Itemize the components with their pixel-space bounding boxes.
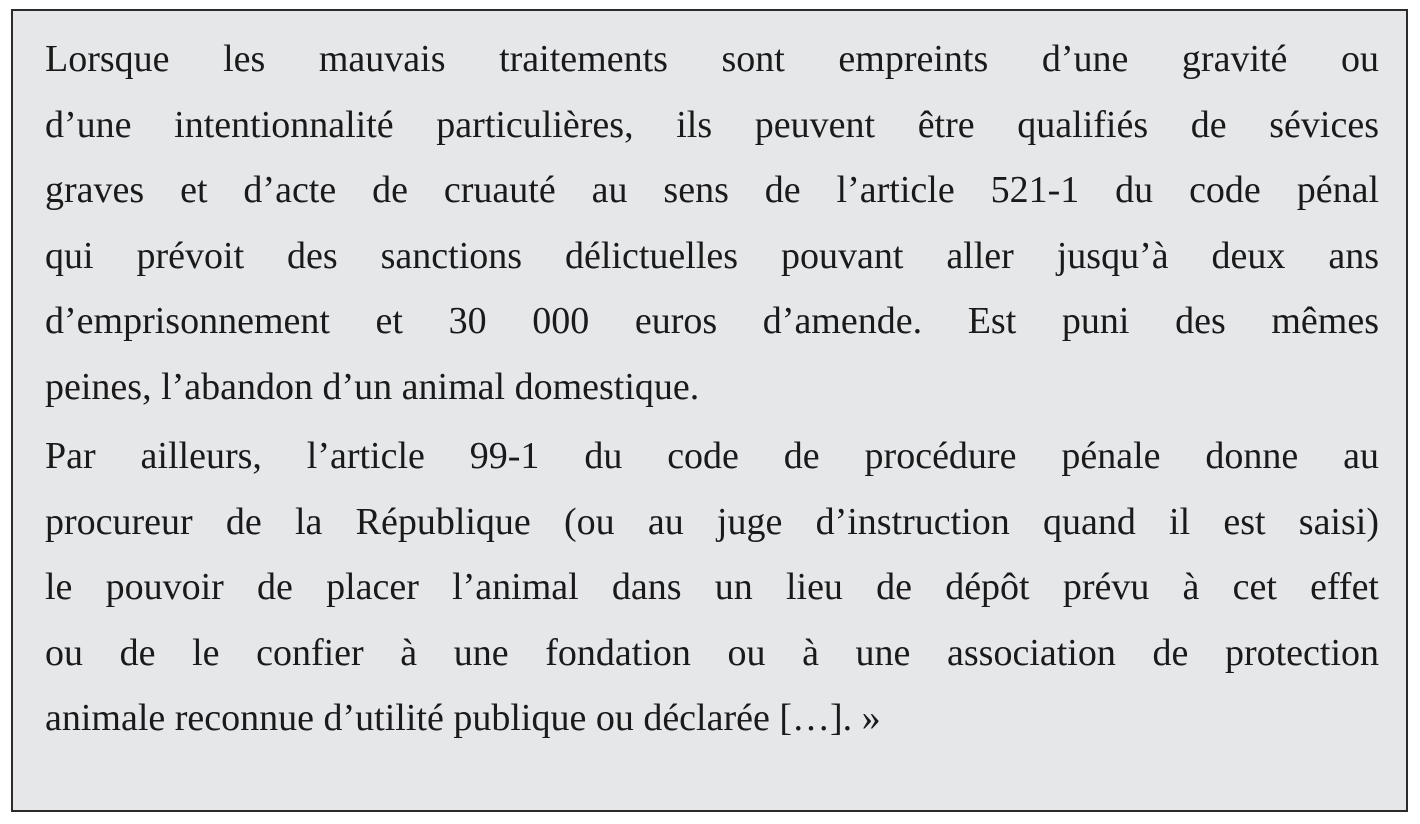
quote-box [11, 9, 1408, 812]
quote-text [45, 27, 1379, 752]
text-line: Lorsque les mauvais traitements sont empreints d’une gravité ou [45, 38, 1379, 80]
paragraph-2 [45, 424, 1379, 752]
text-line: le pouvoir de placer l’animal dans un lieu de dépôt prévu à cet effet [45, 566, 1379, 608]
text-line: graves et d’acte de cruauté au sens de l’article 521-1 du code pénal [45, 169, 1379, 211]
text-line: procureur de la République (ou au juge d’instruction quand il est saisi) [45, 500, 1379, 543]
text-line: qui prévoit des sanctions délictuelles pouvant aller jusqu’à deux ans [45, 234, 1379, 277]
text-line: d’une intentionnalité particulières, ils peuvent être qualifiés de sévices [45, 103, 1379, 146]
text-line: Par ailleurs, l’article 99-1 du code de procédure pénale donne au [45, 435, 1379, 477]
paragraph-1 [45, 27, 1379, 420]
text-line: peines, l’abandon d’un animal domestique. [45, 365, 700, 408]
text-line: d’emprisonnement et 30 000 euros d’amende. Est puni des mêmes [45, 300, 1379, 342]
text-line: ou de le confier à une fondation ou à une association de protection [45, 631, 1379, 674]
text-line: animale reconnue d’utilité publique ou déclarée […]. » [45, 697, 881, 739]
